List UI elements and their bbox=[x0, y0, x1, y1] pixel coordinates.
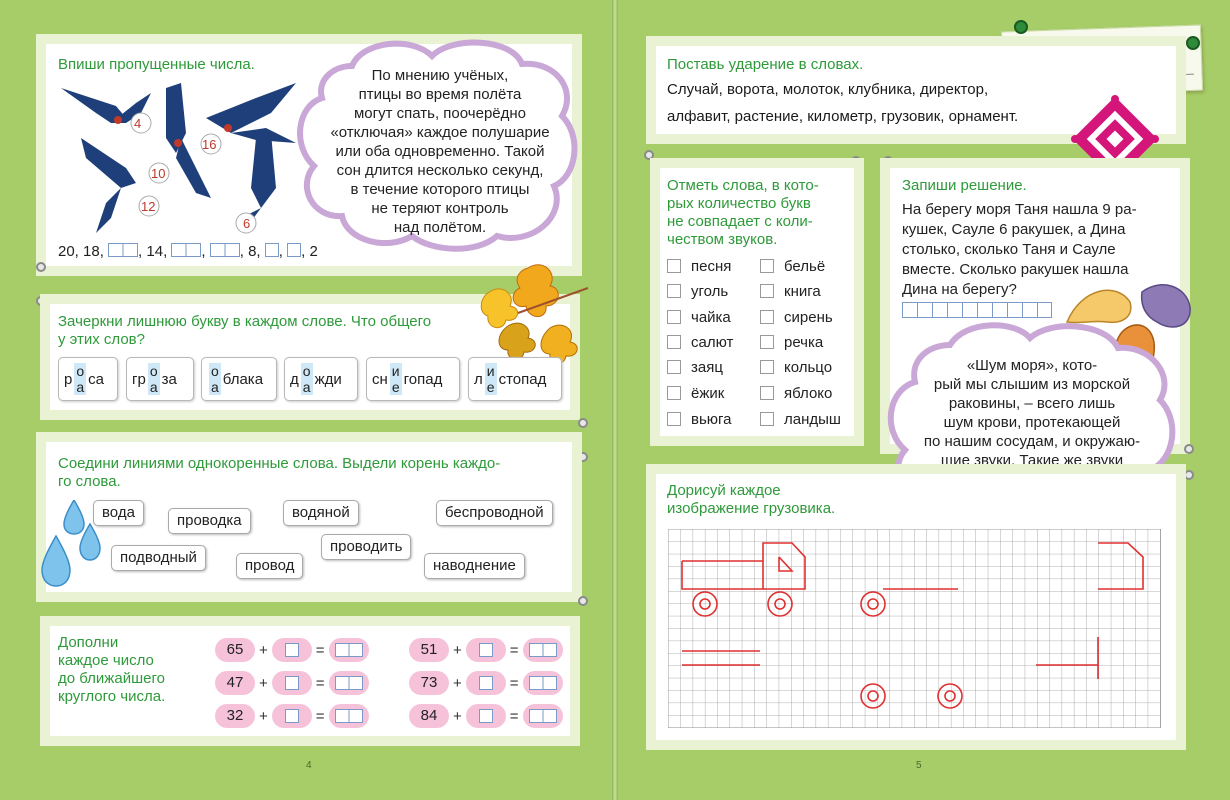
title-line: Соедини линиями однокоренные слова. Выдели корень каждо- bbox=[58, 455, 501, 472]
plus-sign: + bbox=[453, 674, 462, 692]
stress-title: Поставь ударение в словах. bbox=[667, 56, 864, 73]
given-number: 73 bbox=[409, 671, 449, 695]
answer-box[interactable] bbox=[285, 676, 299, 690]
fact-cloud-1-text bbox=[310, 66, 570, 237]
bird-number: 6 bbox=[243, 216, 251, 231]
page-number-right: 5 bbox=[916, 760, 922, 771]
checkbox[interactable] bbox=[667, 412, 681, 426]
answer-box[interactable] bbox=[479, 643, 493, 657]
result-slot[interactable] bbox=[329, 671, 369, 695]
addend-slot[interactable] bbox=[272, 638, 312, 662]
word-card[interactable] bbox=[201, 357, 277, 401]
addend-slot[interactable] bbox=[466, 638, 506, 662]
cloud-line: «Шум моря», кото- bbox=[966, 357, 1098, 374]
title-line: Отметь слова, в кото- bbox=[667, 177, 819, 194]
checkbox[interactable] bbox=[667, 310, 681, 324]
bird-number: 12 bbox=[141, 199, 156, 214]
letter-option[interactable]: е bbox=[486, 379, 495, 395]
stress-words-line[interactable]: алфавит, растение, километр, грузовик, орнамент. bbox=[667, 108, 1019, 125]
cloud-line: щие звуки. Такие же звуки bbox=[940, 452, 1124, 469]
checkbox[interactable] bbox=[760, 335, 774, 349]
missing-numbers-title: Впиши пропущенные числа. bbox=[58, 56, 255, 73]
title-line: Зачеркни лишнюю букву в каждом слове. Что общего bbox=[58, 313, 432, 330]
checkbox-item[interactable] bbox=[760, 411, 841, 428]
checkbox-label: сирень bbox=[784, 309, 833, 326]
letter-option[interactable]: а bbox=[302, 379, 311, 395]
bird-number: 4 bbox=[134, 116, 142, 131]
word-tag-besprovodnoy[interactable]: беспроводной bbox=[436, 500, 553, 526]
equation-row bbox=[409, 671, 563, 695]
checkbox-label: бельё bbox=[784, 258, 826, 275]
word-card[interactable] bbox=[366, 357, 460, 401]
binder-pin bbox=[36, 262, 46, 272]
letters-sounds-title bbox=[667, 177, 819, 249]
checkbox-item[interactable] bbox=[760, 385, 832, 402]
equals-sign: = bbox=[315, 641, 325, 659]
letter-choice[interactable] bbox=[74, 363, 86, 395]
sequence-text: , 8, bbox=[239, 243, 261, 260]
cloud-line: могут спать, поочерёдно bbox=[353, 105, 527, 122]
equation-row bbox=[409, 704, 563, 728]
answer-box[interactable] bbox=[285, 709, 299, 723]
cloud-line: «отключая» каждое полушарие bbox=[330, 124, 550, 141]
checkbox-label: книга bbox=[784, 283, 821, 300]
binder-pin bbox=[1184, 444, 1194, 454]
page-number-left: 4 bbox=[306, 760, 312, 771]
letter-choice[interactable] bbox=[209, 363, 221, 395]
answer-box[interactable] bbox=[335, 709, 363, 723]
word-tag-provodit[interactable]: проводить bbox=[321, 534, 411, 560]
checkbox-label: ёжик bbox=[691, 385, 725, 402]
same-root-title bbox=[58, 455, 500, 491]
letter-option[interactable]: и bbox=[391, 363, 400, 379]
cloud-line: не теряют контроль bbox=[371, 200, 509, 217]
checkbox-item[interactable] bbox=[667, 283, 728, 300]
letter-option[interactable]: а bbox=[149, 379, 158, 395]
checkbox-item[interactable] bbox=[667, 258, 731, 275]
title-line: чеством звуков. bbox=[667, 231, 778, 248]
checkbox-label: заяц bbox=[691, 359, 723, 376]
answer-box[interactable] bbox=[285, 643, 299, 657]
cloud-line: По мнению учёных, bbox=[371, 67, 509, 84]
answer-box[interactable] bbox=[529, 676, 557, 690]
word-tag-voda[interactable]: вода bbox=[93, 500, 144, 526]
checkbox-label: ландыш bbox=[784, 411, 841, 428]
drawing-grid[interactable] bbox=[668, 529, 1161, 728]
answer-box[interactable] bbox=[529, 643, 557, 657]
cloud-line: раковины, – всего лишь bbox=[948, 395, 1116, 412]
checkbox-item[interactable] bbox=[760, 309, 833, 326]
title-line: круглого числа. bbox=[58, 688, 166, 705]
binder-pin bbox=[36, 296, 46, 306]
sequence-text: , 14, bbox=[138, 243, 168, 260]
problem-line: Дина на берегу? bbox=[902, 281, 1017, 298]
word-tag-podvodny[interactable]: подводный bbox=[111, 545, 206, 571]
pin-icon bbox=[1186, 36, 1200, 50]
sequence-text: , bbox=[278, 243, 283, 260]
checkbox-item[interactable] bbox=[667, 411, 732, 428]
binder-pin bbox=[851, 156, 861, 166]
result-slot[interactable] bbox=[523, 704, 563, 728]
checkbox[interactable] bbox=[667, 284, 681, 298]
checkbox[interactable] bbox=[667, 335, 681, 349]
card-suffix: гопад bbox=[403, 370, 443, 388]
plus-sign: + bbox=[453, 707, 462, 725]
word-card[interactable] bbox=[468, 357, 562, 401]
card-suffix: за bbox=[161, 370, 177, 388]
problem-line: столько, сколько Таня и Сауле bbox=[902, 241, 1116, 258]
checkbox-item[interactable] bbox=[667, 309, 731, 326]
binder-pin bbox=[644, 150, 654, 160]
cloud-line: или оба одновременно. Такой bbox=[335, 143, 545, 160]
letter-choice[interactable] bbox=[148, 363, 160, 395]
equation-row bbox=[215, 638, 369, 662]
checkbox-label: яблоко bbox=[784, 385, 833, 402]
checkbox-label: кольцо bbox=[784, 359, 833, 376]
title-line: Дополни bbox=[58, 634, 119, 651]
checkbox-item[interactable] bbox=[760, 334, 823, 351]
equation-row bbox=[215, 671, 369, 695]
letter-choice[interactable] bbox=[390, 363, 402, 395]
title-line: каждое число bbox=[58, 652, 154, 669]
checkbox[interactable] bbox=[760, 259, 774, 273]
binder-pin bbox=[578, 596, 588, 606]
checkbox-item[interactable] bbox=[760, 258, 825, 275]
solution-title: Запиши решение. bbox=[902, 177, 1027, 194]
equals-sign: = bbox=[509, 707, 519, 725]
letter-option[interactable]: о bbox=[302, 363, 311, 379]
pin-icon bbox=[1014, 20, 1028, 34]
plus-sign: + bbox=[259, 641, 268, 659]
letter-option[interactable]: а bbox=[211, 379, 219, 395]
card-prefix: сн bbox=[372, 370, 388, 388]
checkbox[interactable] bbox=[667, 259, 681, 273]
card-prefix: гр bbox=[132, 370, 146, 388]
cloud-line: над полётом. bbox=[393, 219, 487, 236]
card-prefix: р bbox=[64, 370, 73, 388]
letter-option[interactable]: а bbox=[76, 379, 85, 395]
card-suffix: жди bbox=[314, 370, 342, 388]
card-prefix: л bbox=[474, 370, 483, 388]
title-line: Дорисуй каждое bbox=[667, 482, 781, 499]
answer-box[interactable] bbox=[479, 709, 493, 723]
checkbox[interactable] bbox=[760, 386, 774, 400]
binder-pin bbox=[578, 452, 588, 462]
answer-box[interactable] bbox=[171, 243, 201, 257]
checkbox[interactable] bbox=[760, 412, 774, 426]
title-line: до ближайшего bbox=[58, 670, 165, 687]
title-line: не совпадает с коли- bbox=[667, 213, 813, 230]
letter-option[interactable]: е bbox=[391, 379, 400, 395]
swallow-3 bbox=[206, 83, 296, 143]
word-card[interactable] bbox=[126, 357, 194, 401]
letter-choice[interactable] bbox=[485, 363, 497, 395]
given-number: 32 bbox=[215, 704, 255, 728]
plus-sign: + bbox=[259, 674, 268, 692]
problem-line: вместе. Сколько ракушек нашла bbox=[902, 261, 1129, 278]
card-suffix: блака bbox=[222, 370, 264, 388]
word-card[interactable] bbox=[284, 357, 358, 401]
addend-slot[interactable] bbox=[272, 671, 312, 695]
bird-number: 16 bbox=[202, 137, 217, 152]
answer-box[interactable] bbox=[335, 676, 363, 690]
title-line: изображение грузовика. bbox=[667, 500, 836, 517]
checkbox[interactable] bbox=[760, 284, 774, 298]
checkbox-label: песня bbox=[691, 258, 732, 275]
letter-choice[interactable] bbox=[301, 363, 313, 395]
title-line: го слова. bbox=[58, 473, 121, 490]
stress-words-line[interactable]: Случай, ворота, молоток, клубника, директор, bbox=[667, 81, 989, 98]
answer-box[interactable] bbox=[108, 243, 138, 257]
sequence-text: , 2 bbox=[301, 243, 318, 260]
letter-option[interactable]: о bbox=[76, 363, 85, 379]
result-slot[interactable] bbox=[523, 671, 563, 695]
word-card[interactable] bbox=[58, 357, 118, 401]
addend-slot[interactable] bbox=[272, 704, 312, 728]
plus-sign: + bbox=[453, 641, 462, 659]
card-suffix: са bbox=[88, 370, 104, 388]
word-tag-navodnenie[interactable]: наводнение bbox=[424, 553, 525, 579]
cloud-line: рый мы слышим из морской bbox=[933, 376, 1131, 393]
letter-option[interactable]: и bbox=[486, 363, 495, 379]
cloud-line: птицы во время полёта bbox=[358, 86, 522, 103]
checkbox[interactable] bbox=[760, 360, 774, 374]
checkbox-item[interactable] bbox=[667, 385, 724, 402]
letter-option[interactable]: о bbox=[211, 363, 219, 379]
checkbox-label: речка bbox=[784, 334, 824, 351]
checkbox-item[interactable] bbox=[667, 359, 723, 376]
answer-box[interactable] bbox=[265, 243, 279, 257]
binder-pin bbox=[883, 156, 893, 166]
title-line: у этих слов? bbox=[58, 331, 145, 348]
sequence-text: 20, 18, bbox=[58, 243, 104, 260]
answer-box[interactable] bbox=[529, 709, 557, 723]
checkbox-label: салют bbox=[691, 334, 734, 351]
addend-slot[interactable] bbox=[466, 671, 506, 695]
checkbox[interactable] bbox=[667, 386, 681, 400]
bird-number: 10 bbox=[151, 166, 166, 181]
given-number: 65 bbox=[215, 638, 255, 662]
cloud-line: в течение которого птицы bbox=[350, 181, 530, 198]
word-tag-provodka[interactable]: проводка bbox=[168, 508, 251, 534]
round-numbers-title bbox=[58, 634, 165, 706]
checkbox-label: уголь bbox=[691, 283, 729, 300]
swallows-illustration bbox=[56, 78, 316, 238]
answer-box[interactable] bbox=[335, 643, 363, 657]
result-slot[interactable] bbox=[329, 704, 369, 728]
checkbox-item[interactable] bbox=[667, 334, 733, 351]
binder-pin bbox=[578, 418, 588, 428]
checkbox[interactable] bbox=[667, 360, 681, 374]
equation-row bbox=[409, 638, 563, 662]
answer-box[interactable] bbox=[210, 243, 240, 257]
checkbox-item[interactable] bbox=[760, 283, 821, 300]
card-prefix: д bbox=[290, 370, 299, 388]
solution-answer-boxes[interactable] bbox=[902, 302, 1052, 318]
given-number: 51 bbox=[409, 638, 449, 662]
given-number: 47 bbox=[215, 671, 255, 695]
cloud-line: шум крови, протекающей bbox=[943, 414, 1121, 431]
equals-sign: = bbox=[315, 707, 325, 725]
checkbox[interactable] bbox=[760, 310, 774, 324]
binder-pin bbox=[1184, 470, 1194, 480]
checkbox-label: вьюга bbox=[691, 411, 732, 428]
result-slot[interactable] bbox=[523, 638, 563, 662]
equals-sign: = bbox=[509, 674, 519, 692]
extra-letter-title bbox=[58, 313, 431, 349]
card-suffix: стопад bbox=[498, 370, 547, 388]
addend-slot[interactable] bbox=[466, 704, 506, 728]
checkbox-label: чайка bbox=[691, 309, 731, 326]
equation-row bbox=[215, 704, 369, 728]
problem-line: кушек, Сауле 6 ракушек, а Дина bbox=[902, 221, 1126, 238]
equals-sign: = bbox=[509, 641, 519, 659]
sequence-text: , bbox=[201, 243, 206, 260]
plus-sign: + bbox=[259, 707, 268, 725]
cloud-line: сон длится несколько секунд, bbox=[336, 162, 544, 179]
result-slot[interactable] bbox=[329, 638, 369, 662]
answer-box[interactable] bbox=[479, 676, 493, 690]
title-line: рых количество букв bbox=[667, 195, 811, 212]
equals-sign: = bbox=[315, 674, 325, 692]
problem-line: На берегу моря Таня нашла 9 ра- bbox=[902, 201, 1137, 218]
checkbox-item[interactable] bbox=[760, 359, 832, 376]
cloud-line: по нашим сосудам, и окружаю- bbox=[923, 433, 1141, 450]
given-number: 84 bbox=[409, 704, 449, 728]
truck-drawing-title bbox=[667, 482, 835, 518]
letter-option[interactable]: о bbox=[149, 363, 158, 379]
swallow-4 bbox=[81, 138, 136, 233]
word-tag-provod[interactable]: провод bbox=[236, 553, 303, 579]
word-tag-vodyanoy[interactable]: водяной bbox=[283, 500, 359, 526]
number-sequence bbox=[58, 243, 318, 260]
